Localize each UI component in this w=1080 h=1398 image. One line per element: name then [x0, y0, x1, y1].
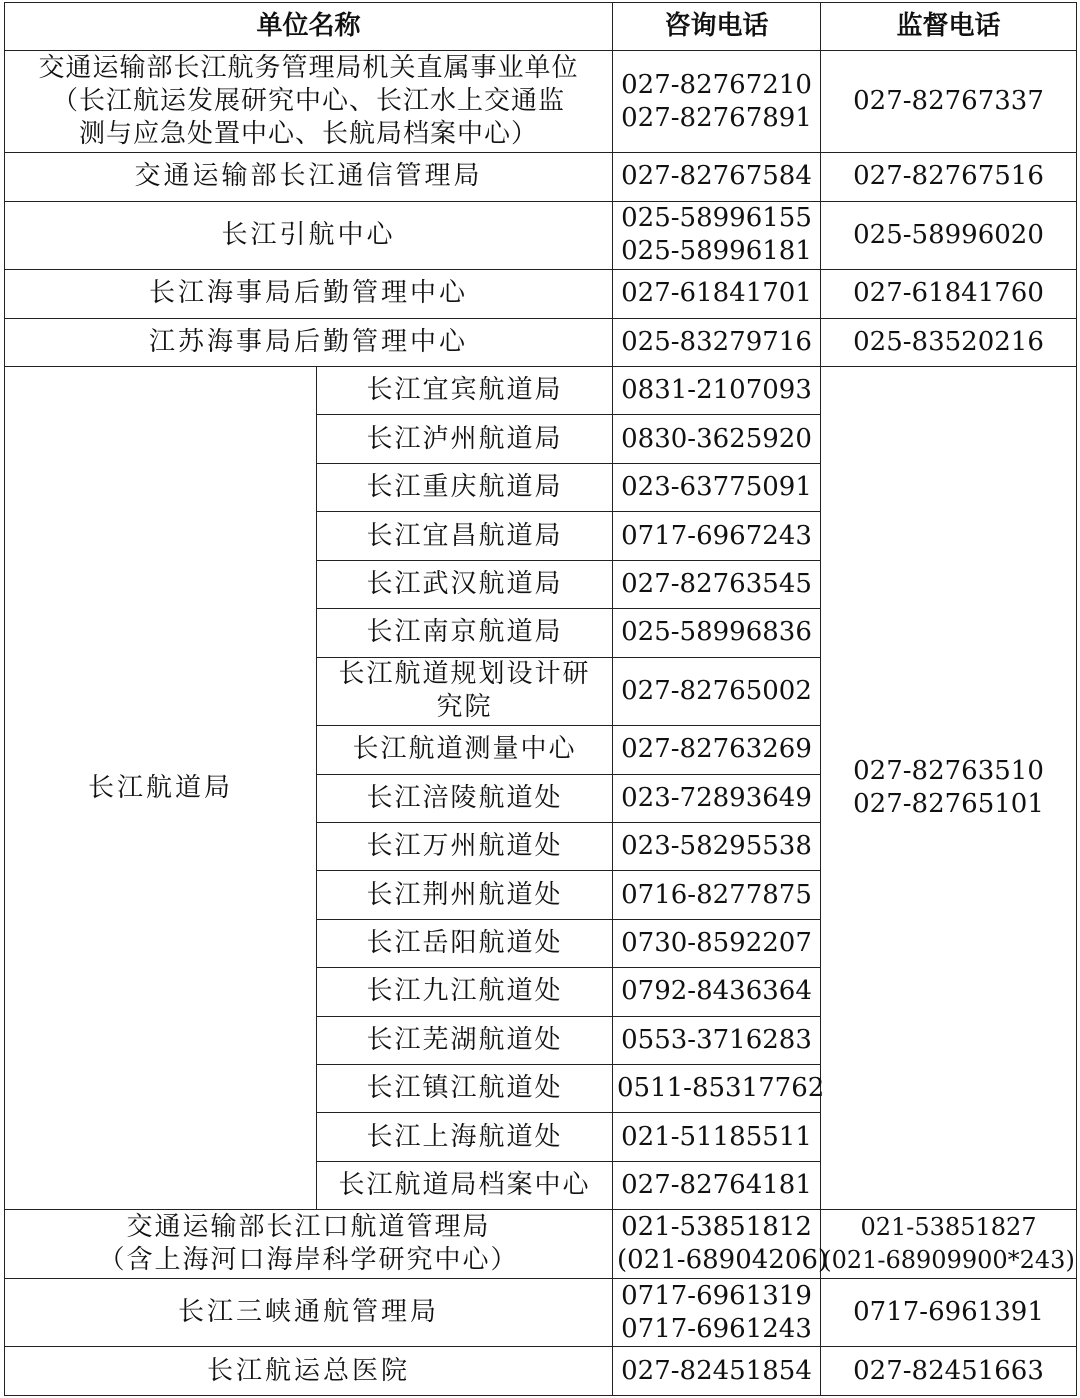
- subunit-name-line: 长江南京航道局: [366, 617, 563, 648]
- consult-phone-cell: [613, 318, 821, 366]
- consult-phone-cell: 025-58996836: [613, 609, 821, 657]
- consult-phone-cell: 0716-8277875: [613, 871, 821, 919]
- consult-phone-cell: 0730-8592207: [613, 919, 821, 967]
- unit-name-cell: [5, 1210, 613, 1279]
- subunit-name-cell: [317, 1064, 613, 1112]
- unit-name-cell: [5, 153, 613, 201]
- subunit-name-line: 长江航道测量中心: [352, 734, 577, 765]
- subunit-name-line: 长江荆州航道处: [366, 879, 563, 910]
- consult-phone: 025-58996181: [621, 236, 812, 267]
- subunit-name-line: 长江岳阳航道处: [366, 927, 563, 958]
- subunit-name-cell: [317, 463, 613, 511]
- supervise-phone: 027-82763510: [853, 756, 1044, 787]
- consult-phone-cell: 021-51185511: [613, 1113, 821, 1161]
- contact-table: [4, 2, 1077, 1396]
- subunit-name-line: 长江宜昌航道局: [366, 520, 563, 551]
- subunit-name-cell: [317, 512, 613, 560]
- consult-phone: 025-58996155: [621, 203, 812, 234]
- consult-phone-cell: 027-82763545: [613, 560, 821, 608]
- subunit-name-line: 长江芜湖航道处: [366, 1024, 563, 1055]
- table-row: [5, 153, 1077, 201]
- consult-phone-cell: 0717-6967243: [613, 512, 821, 560]
- subunit-name-cell: [317, 774, 613, 822]
- consult-phone: 027-61841701: [621, 278, 812, 309]
- consult-phone-cell: [613, 51, 821, 153]
- consult-phone-cell: 0553-3716283: [613, 1016, 821, 1064]
- unit-name-line: （长江航运发展研究中心、长江水上交通监: [52, 86, 566, 117]
- table-row: [5, 270, 1077, 318]
- table-row: [5, 367, 1077, 415]
- unit-name-cell: [5, 1278, 613, 1347]
- consult-phone: 021-53851812: [621, 1211, 812, 1242]
- subunit-name-cell: [317, 657, 613, 726]
- subunit-name-cell: [317, 968, 613, 1016]
- supervise-phone: 025-83520216: [853, 326, 1044, 357]
- supervise-phone-cell: [821, 1278, 1077, 1347]
- unit-name-cell: [5, 318, 613, 366]
- consult-phone-cell: [613, 201, 821, 270]
- supervise-phone-cell: [821, 201, 1077, 270]
- unit-name-line: （含上海河口海岸科学研究中心）: [98, 1244, 519, 1275]
- unit-name-line: 江苏海事局后勤管理中心: [149, 326, 469, 357]
- consult-phone-cell: [613, 1347, 821, 1396]
- supervise-phone: 027-82767516: [853, 161, 1044, 192]
- consult-phone: 027-82767891: [621, 102, 812, 133]
- consult-phone-cell: 0792-8436364: [613, 968, 821, 1016]
- consult-phone-cell: 023-63775091: [613, 463, 821, 511]
- subunit-name-line: 长江航道局档案中心: [338, 1169, 591, 1200]
- consult-phone-cell: [613, 1210, 829, 1279]
- unit-name-line: 测与应急处置中心、长航局档案中心）: [79, 119, 539, 150]
- supervise-phone: 027-82765101: [853, 789, 1044, 820]
- subunit-name-line: 长江万州航道处: [366, 831, 563, 862]
- consult-phone: 027-82767210: [621, 69, 812, 100]
- subunit-name-line: 长江上海航道处: [366, 1121, 563, 1152]
- supervise-phone: 0717-6961391: [853, 1297, 1044, 1328]
- supervise-phone-cell: [821, 51, 1077, 153]
- subunit-name-cell: [317, 609, 613, 657]
- consult-phone-cell: 023-58295538: [613, 822, 821, 870]
- consult-phone: 0717-6961319: [621, 1280, 812, 1311]
- consult-phone: 027-82767584: [621, 161, 812, 192]
- group-name-cell: 长江航道局: [5, 367, 317, 1210]
- subunit-name-line: 究院: [436, 692, 493, 723]
- table-row: [5, 1278, 1077, 1347]
- unit-name-cell: [5, 1347, 613, 1396]
- unit-name-line: 长江海事局后勤管理中心: [149, 278, 469, 309]
- consult-phone-cell: 0830-3625920: [613, 415, 821, 463]
- subunit-name-line: 长江航道规划设计研: [338, 659, 591, 690]
- table-row: [5, 1347, 1077, 1396]
- consult-phone-cell: 027-82765002: [613, 657, 821, 726]
- header-unit: 单位名称: [5, 3, 613, 51]
- unit-name-cell: [5, 51, 613, 153]
- supervise-phone: 027-82451663: [853, 1355, 1044, 1386]
- unit-name-line: 交通运输部长江通信管理局: [134, 161, 483, 192]
- subunit-name-cell: [317, 726, 613, 774]
- consult-phone-cell: [613, 153, 821, 201]
- subunit-name-cell: [317, 871, 613, 919]
- unit-name-line: 交通运输部长江航务管理局机关直属事业单位: [38, 53, 579, 84]
- subunit-name-line: 长江重庆航道局: [366, 472, 563, 503]
- supervise-phone: 021-53851827: [860, 1212, 1037, 1241]
- group-supervise-phone-cell: [821, 367, 1077, 1210]
- table-row: [5, 201, 1077, 270]
- supervise-phone: 025-58996020: [853, 219, 1044, 250]
- consult-phone-cell: 023-72893649: [613, 774, 821, 822]
- supervise-phone: 027-82767337: [853, 86, 1044, 117]
- subunit-name-cell: [317, 919, 613, 967]
- subunit-name-cell: [317, 415, 613, 463]
- table-row: [5, 1210, 1077, 1279]
- subunit-name-cell: [317, 1113, 613, 1161]
- unit-name-line: 长江三峡通航管理局: [178, 1297, 440, 1328]
- consult-phone: 0717-6961243: [621, 1313, 812, 1344]
- unit-name-cell: [5, 201, 613, 270]
- subunit-name-line: 长江镇江航道处: [366, 1073, 563, 1104]
- subunit-name-line: 长江宜宾航道局: [366, 375, 563, 406]
- subunit-name-cell: [317, 560, 613, 608]
- consult-phone-cell: 027-82763269: [613, 726, 821, 774]
- consult-phone-cell: [613, 270, 821, 318]
- consult-phone: (021-68904206): [617, 1244, 829, 1275]
- header-consult: 咨询电话: [613, 3, 821, 51]
- consult-phone-cell: 0511-85317762: [613, 1064, 821, 1112]
- consult-phone-cell: [613, 1278, 821, 1347]
- unit-name-cell: [5, 270, 613, 318]
- unit-name-line: 长江航运总医院: [207, 1355, 411, 1386]
- subunit-name-cell: [317, 1161, 613, 1209]
- supervise-phone-cell: [821, 153, 1077, 201]
- consult-phone: 025-83279716: [621, 326, 812, 357]
- unit-name-line: 长江引航中心: [221, 219, 396, 250]
- subunit-name-line: 长江九江航道处: [366, 976, 563, 1007]
- table-row: [5, 51, 1077, 153]
- consult-phone-cell: 027-82764181: [613, 1161, 821, 1209]
- subunit-name-cell: [317, 822, 613, 870]
- subunit-name-line: 长江武汉航道局: [366, 568, 563, 599]
- supervise-phone-cell: [821, 318, 1077, 366]
- supervise-phone: 027-61841760: [853, 278, 1044, 309]
- subunit-name-line: 长江涪陵航道处: [366, 782, 563, 813]
- subunit-name-line: 长江泸州航道局: [366, 423, 563, 454]
- supervise-phone-cell: [821, 270, 1077, 318]
- header-row: [5, 3, 1077, 51]
- consult-phone: 027-82451854: [621, 1355, 812, 1386]
- subunit-name-cell: [317, 1016, 613, 1064]
- table-row: [5, 318, 1077, 366]
- subunit-name-cell: [317, 367, 613, 415]
- supervise-phone-cell: [821, 1347, 1077, 1396]
- supervise-phone-cell: [821, 1210, 1077, 1279]
- header-supervise: 监督电话: [821, 3, 1077, 51]
- supervise-phone: (021-68909900*243): [822, 1245, 1075, 1274]
- consult-phone-cell: 0831-2107093: [613, 367, 821, 415]
- unit-name-line: 交通运输部长江口航道管理局: [126, 1211, 491, 1242]
